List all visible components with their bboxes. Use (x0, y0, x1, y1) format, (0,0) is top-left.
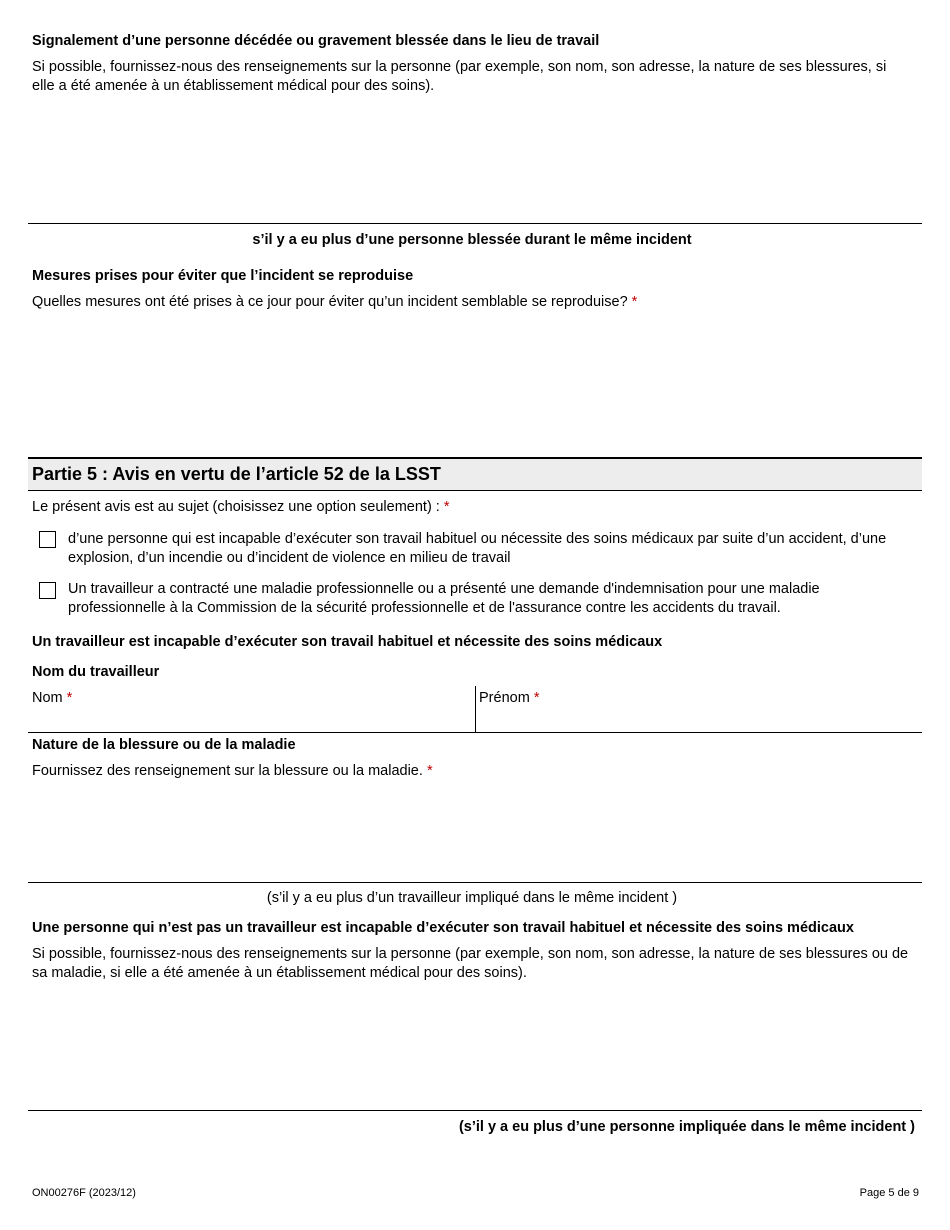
part5-prompt-text: Le présent avis est au sujet (choisissez une option seulement) : (32, 499, 440, 515)
worker-more-note: (s’il y a eu plus d’un travailleur impliqué dans le même incident ) (266, 890, 678, 906)
field-separator (475, 686, 476, 732)
last-name-label (32, 689, 72, 708)
required-mark: * (631, 294, 638, 310)
non-worker-instructions: Si possible, fournissez-nous des renseignements sur la personne (par exemple, son nom, son adresse, la nature de ses blessures ou de sa maladie, si elle a été amenée à un établissement médical pour des soins). (32, 946, 909, 981)
measures-question (32, 293, 912, 312)
first-name-input[interactable] (477, 708, 920, 731)
first-name-label-text: Prénom (479, 690, 530, 706)
required-mark: * (443, 499, 450, 515)
option-checkbox-2[interactable] (39, 582, 56, 599)
divider (28, 732, 922, 733)
option-label-2: Un travailleur a contracté une maladie professionnelle ou a présenté une demande d'indemnisation pour une maladie professionnelle à la Commission de la sécurité professionnelle et de l'assurance contre les accidents du travail. (68, 581, 820, 616)
divider (28, 882, 922, 883)
deceased-heading: Signalement d’une personne décédée ou gravement blessée dans le lieu de travail (32, 33, 600, 49)
option-label-1: d’une personne qui est incapable d’exécuter son travail habituel ou nécessite des soins médicaux par suite d’un accident, d’une explosion, d’un incendie ou d’incident de violence en milieu de travail (68, 531, 887, 566)
divider (28, 1110, 922, 1111)
form-code: ON00276F (2023/12) (32, 1187, 136, 1199)
required-mark: * (533, 690, 540, 706)
deceased-instructions: Si possible, fournissez-nous des renseignements sur la personne (par exemple, son nom, son adresse, la nature de ses blessures, si elle a été amenée à un établissement médical pour des soins). (32, 59, 887, 94)
required-mark: * (66, 690, 73, 706)
option-checkbox-1[interactable] (39, 531, 56, 548)
injury-field[interactable] (28, 786, 922, 880)
worker-name-heading: Nom du travailleur (32, 664, 160, 680)
divider (28, 223, 922, 224)
first-name-label (479, 689, 539, 708)
required-mark: * (426, 763, 433, 779)
injury-prompt (32, 762, 912, 781)
injury-prompt-text: Fournissez des renseignement sur la blessure ou la maladie. (32, 763, 423, 779)
last-name-label-text: Nom (32, 690, 63, 706)
non-worker-more-note: (s’il y a eu plus d’une personne impliquée dans le même incident ) (458, 1119, 915, 1135)
deceased-info-field[interactable] (28, 100, 922, 220)
measures-question-text: Quelles mesures ont été prises à ce jour pour éviter qu’un incident semblable se reproduise? (32, 294, 628, 310)
measures-heading: Mesures prises pour éviter que l’incident se reproduise (32, 268, 414, 284)
part5-prompt (32, 498, 912, 517)
measures-field[interactable] (28, 318, 922, 453)
part5-header (28, 457, 922, 491)
part5-title: Partie 5 : Avis en vertu de l’article 52 de la LSST (32, 464, 441, 484)
last-name-input[interactable] (28, 708, 473, 731)
non-worker-heading: Une personne qui n’est pas un travailleur est incapable d’exécuter son travail habituel et nécessite des soins médicaux (32, 920, 854, 936)
worker-heading: Un travailleur est incapable d’exécuter son travail habituel et nécessite des soins médicaux (32, 634, 663, 650)
page-number: Page 5 de 9 (859, 1187, 919, 1199)
injury-heading: Nature de la blessure ou de la maladie (32, 737, 296, 753)
non-worker-info-field[interactable] (28, 988, 922, 1108)
deceased-more-note: s’il y a eu plus d’une personne blessée durant le même incident (252, 232, 692, 248)
